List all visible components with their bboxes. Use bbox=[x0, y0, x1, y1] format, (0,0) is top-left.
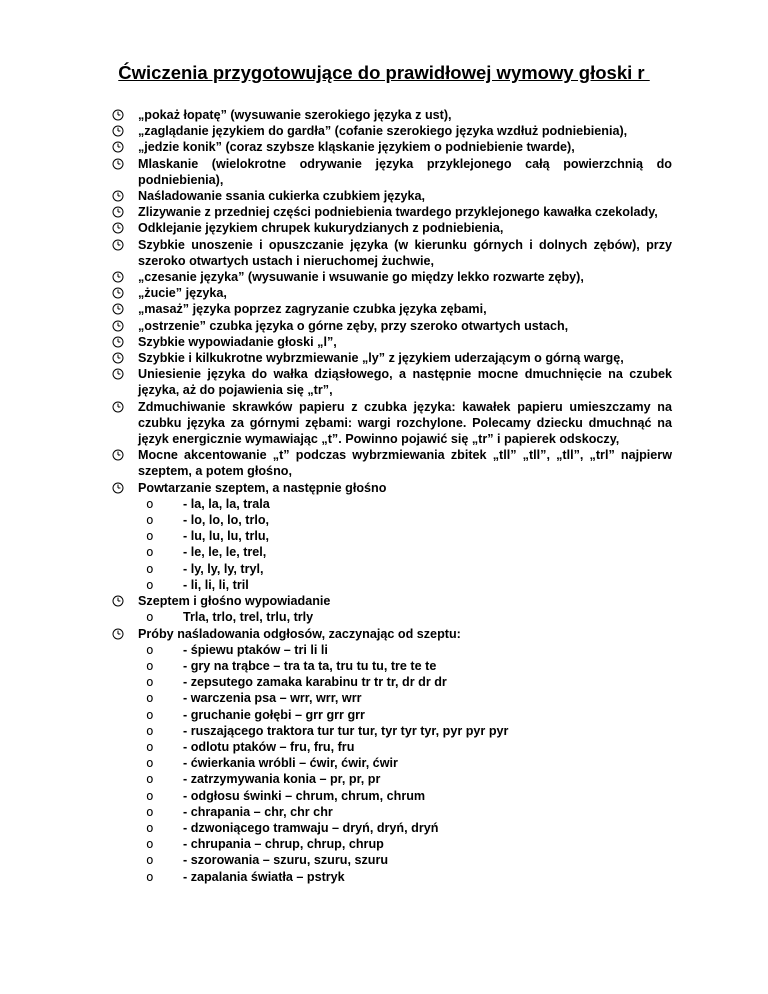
sub-list-item-text: - ruszającego traktora tur tur tur, tyr tyr tyr, pyr pyr pyr bbox=[183, 723, 509, 738]
sub-list bbox=[138, 496, 672, 593]
list-item bbox=[112, 301, 672, 317]
sub-list-item-text: - zepsutego zamaka karabinu tr tr tr, dr dr dr bbox=[183, 675, 447, 690]
sub-list-item bbox=[138, 771, 672, 787]
list-item-text: „masaż” języka poprzez zagryzanie czubka języka zębami, bbox=[138, 302, 487, 317]
list-item bbox=[112, 285, 672, 301]
list-item bbox=[112, 188, 672, 204]
circle-bullet-icon: o bbox=[146, 641, 154, 657]
list-item-text: Zdmuchiwanie skrawków papieru z czubka języka: kawałek papieru umieszczamy na czubku języka za górnymi zębami: wargi rozchylone. Polecamy dziecku dmuchnąć na język energicznie wymawiając „t”. Powinno pojawić się „tr” i papierek odskoczy, bbox=[138, 399, 672, 447]
exercise-list bbox=[112, 107, 672, 885]
sub-list-item bbox=[138, 512, 672, 528]
sub-list-item bbox=[138, 739, 672, 755]
clock-icon bbox=[112, 206, 124, 218]
list-item-text: Powtarzanie szeptem, a następnie głośno bbox=[138, 480, 387, 495]
sub-list-item bbox=[138, 788, 672, 804]
sub-list-item-text: - gruchanie gołębi – grr grr grr bbox=[183, 707, 365, 722]
list-item bbox=[112, 220, 672, 236]
sub-list-item-text: - chrapania – chr, chr chr bbox=[183, 804, 333, 819]
list-item bbox=[112, 237, 672, 269]
list-item-text: „ostrzenie” czubka języka o górne zęby, przy szeroko otwartych ustach, bbox=[138, 318, 569, 333]
list-item bbox=[112, 399, 672, 448]
circle-bullet-icon: o bbox=[146, 803, 154, 819]
circle-bullet-icon: o bbox=[146, 868, 154, 884]
clock-icon bbox=[112, 320, 124, 332]
clock-icon bbox=[112, 401, 124, 413]
circle-bullet-icon: o bbox=[146, 755, 154, 771]
clock-icon bbox=[112, 109, 124, 121]
list-item-text: Próby naśladowania odgłosów, zaczynając od szeptu: bbox=[138, 626, 461, 641]
circle-bullet-icon: o bbox=[146, 836, 154, 852]
clock-icon bbox=[112, 287, 124, 299]
circle-bullet-icon: o bbox=[146, 819, 154, 835]
sub-list-item bbox=[138, 642, 672, 658]
circle-bullet-icon: o bbox=[146, 512, 154, 528]
circle-bullet-icon: o bbox=[146, 787, 154, 803]
circle-bullet-icon: o bbox=[146, 544, 154, 560]
list-item bbox=[112, 156, 672, 188]
sub-list-item-text: - lo, lo, lo, trlo, bbox=[183, 513, 270, 528]
sub-list-item bbox=[138, 723, 672, 739]
sub-list-item bbox=[138, 755, 672, 771]
sub-list-item bbox=[138, 544, 672, 560]
list-item bbox=[112, 593, 672, 625]
sub-list-item-text: - zapalania światła – pstryk bbox=[183, 869, 345, 884]
list-item-text: Odklejanie językiem chrupek kukurydzianych z podniebienia, bbox=[138, 221, 504, 236]
circle-bullet-icon: o bbox=[146, 738, 154, 754]
sub-list-item-text: - li, li, li, tril bbox=[183, 577, 249, 592]
circle-bullet-icon: o bbox=[146, 609, 154, 625]
sub-list-item-text: - lu, lu, lu, trlu, bbox=[183, 529, 270, 544]
list-item bbox=[112, 204, 672, 220]
sub-list-item-text: - gry na trąbce – tra ta ta, tru tu tu, tre te te bbox=[183, 658, 437, 673]
clock-icon bbox=[112, 239, 124, 251]
sub-list-item bbox=[138, 609, 672, 625]
list-item bbox=[112, 139, 672, 155]
list-item-text: Mlaskanie (wielokrotne odrywanie języka przyklejonego całą powierzchnią do podniebienia), bbox=[138, 156, 672, 187]
list-item bbox=[112, 318, 672, 334]
list-item bbox=[112, 269, 672, 285]
sub-list-item bbox=[138, 658, 672, 674]
list-item-text: „zaglądanie językiem do gardła” (cofanie szerokiego języka wzdłuż podniebienia), bbox=[138, 124, 628, 139]
circle-bullet-icon: o bbox=[146, 495, 154, 511]
list-item-text: Mocne akcentowanie „t” podczas wybrzmiewania zbitek „tll” „tll”, „tll”, „trl” najpierw szeptem, a potem głośno, bbox=[138, 448, 672, 479]
sub-list-item-text: - warczenia psa – wrr, wrr, wrr bbox=[183, 691, 362, 706]
sub-list-item bbox=[138, 852, 672, 868]
clock-icon bbox=[112, 352, 124, 364]
circle-bullet-icon: o bbox=[146, 722, 154, 738]
list-item-text: „pokaż łopatę” (wysuwanie szerokiego języka z ust), bbox=[138, 108, 452, 122]
clock-icon bbox=[112, 628, 124, 640]
clock-icon bbox=[112, 595, 124, 607]
clock-icon bbox=[112, 125, 124, 137]
clock-icon bbox=[112, 303, 124, 315]
sub-list-item-text: Trla, trlo, trel, trlu, trly bbox=[183, 610, 314, 625]
sub-list-item-text: - śpiewu ptaków – tri li li bbox=[183, 642, 328, 657]
list-item-text: „żucie” języka, bbox=[138, 286, 227, 301]
list-item-text: „czesanie języka” (wysuwanie i wsuwanie go między lekko rozwarte zęby), bbox=[138, 270, 584, 285]
sub-list-item-text: - odgłosu świnki – chrum, chrum, chrum bbox=[183, 788, 426, 803]
sub-list-item-text: - odlotu ptaków – fru, fru, fru bbox=[183, 739, 355, 754]
list-item bbox=[112, 107, 672, 123]
sub-list-item bbox=[138, 836, 672, 852]
sub-list-item-text: - ćwierkania wróbli – ćwir, ćwir, ćwir bbox=[183, 756, 398, 771]
list-item-text: Naśladowanie ssania cukierka czubkiem języka, bbox=[138, 189, 426, 204]
circle-bullet-icon: o bbox=[146, 576, 154, 592]
list-item bbox=[112, 447, 672, 479]
list-item bbox=[112, 366, 672, 398]
sub-list-item-text: - zatrzymywania konia – pr, pr, pr bbox=[183, 772, 381, 787]
sub-list-item bbox=[138, 804, 672, 820]
circle-bullet-icon: o bbox=[146, 706, 154, 722]
clock-icon bbox=[112, 336, 124, 348]
sub-list-item-text: - le, le, le, trel, bbox=[183, 545, 267, 560]
clock-icon bbox=[112, 271, 124, 283]
list-item bbox=[112, 626, 672, 885]
list-item-text: Szeptem i głośno wypowiadanie bbox=[138, 594, 331, 609]
list-item bbox=[112, 123, 672, 139]
list-item bbox=[112, 350, 672, 366]
list-item-text: Szybkie i kilkukrotne wybrzmiewanie „ly” z językiem uderzającym o górną wargę, bbox=[138, 351, 624, 366]
circle-bullet-icon: o bbox=[146, 528, 154, 544]
clock-icon bbox=[112, 141, 124, 153]
list-item-text: „jedzie konik” (coraz szybsze kląskanie językiem o podniebienie twarde), bbox=[138, 140, 575, 155]
sub-list-item bbox=[138, 496, 672, 512]
sub-list-item bbox=[138, 674, 672, 690]
sub-list bbox=[138, 642, 672, 885]
circle-bullet-icon: o bbox=[146, 560, 154, 576]
sub-list-item bbox=[138, 869, 672, 885]
list-item-text: Szybkie wypowiadanie głoski „l”, bbox=[138, 334, 337, 349]
sub-list-item-text: - szorowania – szuru, szuru, szuru bbox=[183, 853, 389, 868]
sub-list-item bbox=[138, 707, 672, 723]
clock-icon bbox=[112, 482, 124, 494]
sub-list-item-text: - chrupania – chrup, chrup, chrup bbox=[183, 837, 384, 852]
list-item bbox=[112, 334, 672, 350]
sub-list-item-text: - la, la, la, trala bbox=[183, 496, 270, 511]
sub-list-item-text: - dzwoniącego tramwaju – dryń, dryń, dryń bbox=[183, 820, 439, 835]
clock-icon bbox=[112, 449, 124, 461]
clock-icon bbox=[112, 190, 124, 202]
sub-list-item bbox=[138, 561, 672, 577]
list-item-text: Szybkie unoszenie i opuszczanie języka (w kierunku górnych i dolnych zębów), przy szeroko otwartych ustach i nieruchomej żuchwie, bbox=[138, 237, 672, 268]
circle-bullet-icon: o bbox=[146, 852, 154, 868]
clock-icon bbox=[112, 222, 124, 234]
page-title: Ćwiczenia przygotowujące do prawidłowej wymowy głoski r bbox=[118, 62, 650, 83]
circle-bullet-icon: o bbox=[146, 674, 154, 690]
sub-list-item bbox=[138, 820, 672, 836]
sub-list-item-text: - ly, ly, ly, tryl, bbox=[183, 561, 264, 576]
clock-icon bbox=[112, 158, 124, 170]
sub-list-item bbox=[138, 690, 672, 706]
circle-bullet-icon: o bbox=[146, 657, 154, 673]
sub-list-item bbox=[138, 577, 672, 593]
list-item-text: Zlizywanie z przedniej części podniebienia twardego przyklejonego kawałka czekolady, bbox=[138, 205, 658, 220]
clock-icon bbox=[112, 368, 124, 380]
list-item-text: Uniesienie języka do wałka dziąsłowego, a następnie mocne dmuchnięcie na czubek języka, aż do pojawienia się „tr”, bbox=[138, 367, 672, 398]
circle-bullet-icon: o bbox=[146, 771, 154, 787]
list-item bbox=[112, 480, 672, 593]
sub-list bbox=[138, 609, 672, 625]
sub-list-item bbox=[138, 528, 672, 544]
circle-bullet-icon: o bbox=[146, 690, 154, 706]
